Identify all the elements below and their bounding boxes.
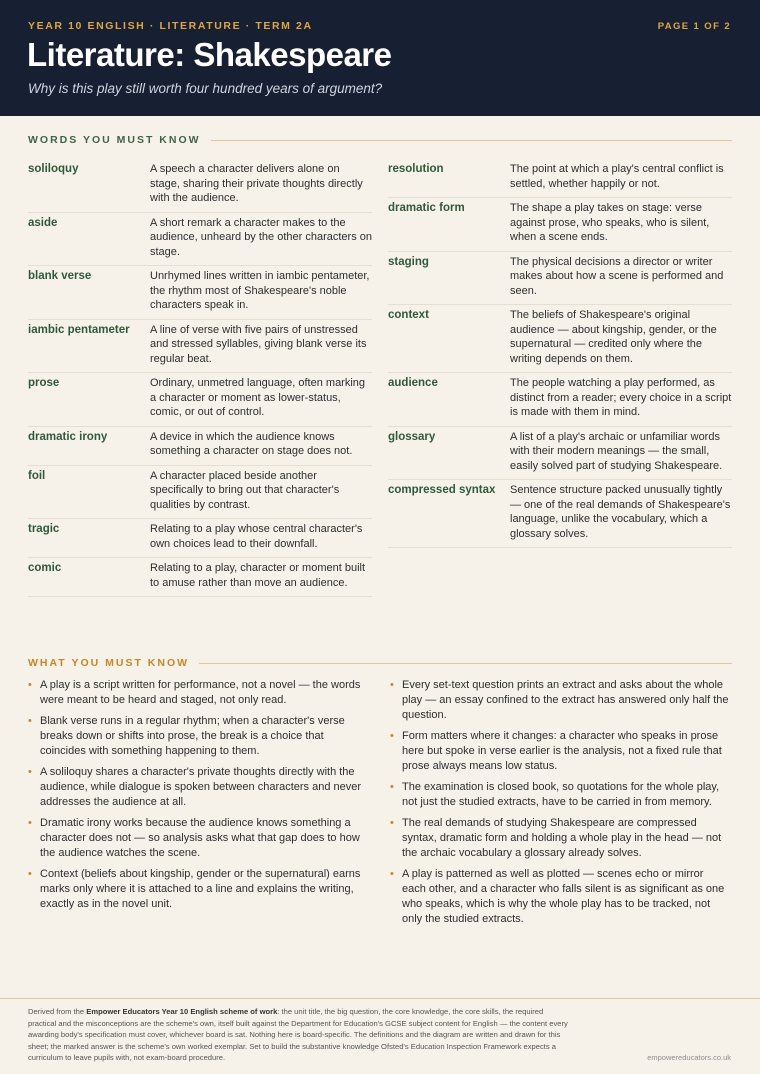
knowledge-text: Form matters where it changes: a character who speaks in prose here but spoke in verse earlier is the analysis, not a fixed rule that prose always means low status. — [402, 730, 722, 772]
bullet-icon: • — [28, 817, 32, 829]
glossary-row — [28, 159, 372, 213]
glossary-term: comic — [28, 562, 62, 574]
glossary-term: staging — [388, 255, 429, 268]
glossary-definition: Sentence structure packed unusually tightly — one of the real demands of Shakespeare's language, unlike the vocabulary, which a glossary solves. — [510, 484, 731, 540]
glossary-definition: The people watching a play performed, as distinct from a reader; every choice in a script is made with them in mind. — [510, 377, 732, 418]
knowledge-item — [390, 729, 730, 774]
glossary-row — [28, 558, 372, 597]
footer-note — [28, 1006, 570, 1064]
glossary-term: aside — [28, 216, 58, 229]
glossary-row — [28, 373, 372, 427]
glossary-term: audience — [388, 377, 438, 389]
bullet-icon: • — [390, 817, 394, 829]
knowledge-item — [28, 765, 368, 810]
page-number: PAGE 1 OF 2 — [657, 21, 731, 32]
bullet-icon: • — [28, 679, 32, 691]
knowledge-item — [390, 816, 730, 861]
knowledge-heading-rule — [199, 663, 732, 664]
glossary-term: resolution — [388, 163, 444, 175]
knowledge-item — [390, 867, 730, 927]
course-kicker: YEAR 10 ENGLISH · LITERATURE · TERM 2A — [28, 20, 313, 32]
knowledge-item — [28, 816, 368, 861]
bullet-icon: • — [390, 679, 394, 691]
glossary-term: dramatic form — [388, 202, 465, 214]
bullet-icon: • — [28, 715, 32, 727]
glossary-term: glossary — [388, 430, 436, 443]
glossary-term: foil — [28, 469, 46, 482]
footer-prefix: Derived from the — [28, 1007, 87, 1016]
glossary-heading-label: WORDS YOU MUST KNOW — [28, 134, 201, 146]
page-header — [0, 0, 760, 116]
knowledge-text: Every set-text question prints an extract and asks about the whole play — an essay confined to the extract has answered only half the question. — [402, 679, 729, 721]
glossary-row — [388, 198, 732, 252]
glossary-definition: A line of verse with five pairs of unstressed and stressed syllables, giving blank verse its regular beat. — [150, 323, 367, 365]
glossary-term: prose — [28, 377, 60, 389]
glossary-definition: The shape a play takes on stage: verse against prose, who speaks, who is silent, when a scene ends. — [510, 202, 710, 243]
footer-body: : the unit title, the big question, the core knowledge, the core skills, the required practical and the misconceptions are the scheme's own, itself built against the Department for Education's GCSE subject content for English — the content every awarding body's specification must cover, whichever board is sat. Nothing here is board-specific. The definitions and the diagram are written and drawn for this sheet; the marked answer is the scheme's own worked exemplar. Set to build the substantive knowledge Ofsted's Education Inspection Framework expects a curriculum to leave pupils with, not exam-board procedure. — [28, 1007, 568, 1063]
glossary-definition: Ordinary, unmetred language, often marking a character or moment as lower-status, comic, or out of control. — [150, 377, 366, 418]
knowledge-text: Blank verse runs in a regular rhythm; when a character's verse breaks down or shifts into prose, the break is a choice that coincides with something happening to them. — [40, 715, 345, 757]
glossary-definition: The physical decisions a director or writer makes about how a scene is performed and seen. — [510, 255, 724, 297]
glossary-definition: A short remark a character makes to the audience, unheard by the other characters on stage. — [150, 216, 372, 258]
glossary-definition: A speech a character delivers alone on stage, sharing their private thoughts directly with the audience. — [150, 163, 363, 204]
glossary-definition: The beliefs of Shakespeare's original audience — about kingship, gender, or the supernatural — credited only where the writing depends on them. — [510, 309, 717, 365]
bullet-icon: • — [390, 730, 394, 742]
bullet-icon: • — [390, 868, 394, 880]
glossary-definition: Relating to a play, character or moment built to amuse rather than move an audience. — [150, 562, 366, 589]
glossary-row — [28, 466, 372, 520]
knowledge-text: Dramatic irony works because the audience knows something a character does not — so analysis asks what that gap does to how the audience watches the scene. — [40, 817, 360, 859]
glossary-definition: A character placed beside another specifically to bring out that character's qualities by contrast. — [150, 469, 340, 511]
glossary-row — [388, 252, 732, 306]
knowledge-text: The real demands of studying Shakespeare are compressed syntax, dramatic form and holding a whole play in the head — not the archaic vocabulary a glossary already solves. — [402, 817, 722, 859]
glossary-term: soliloquy — [28, 163, 79, 175]
knowledge-text: A soliloquy shares a character's private thoughts directly with the audience, while dialogue is spoken between characters and never addresses the audience at all. — [40, 766, 362, 808]
knowledge-heading — [28, 657, 732, 669]
knowledge-heading-label: WHAT YOU MUST KNOW — [28, 657, 190, 669]
knowledge-item — [28, 867, 368, 912]
bullet-icon: • — [390, 781, 394, 793]
glossary-column-right — [388, 159, 732, 548]
knowledge-item — [28, 678, 368, 708]
knowledge-text: Context (beliefs about kingship, gender or the supernatural) earns marks only where it is attached to a line and explains the writing, exactly as in the novel unit. — [40, 868, 361, 910]
glossary-row — [388, 427, 732, 481]
footer-source: Empower Educators Year 10 English scheme of work — [86, 1007, 278, 1016]
glossary-row — [28, 427, 372, 466]
glossary-row — [28, 266, 372, 320]
glossary-row — [388, 373, 732, 427]
bullet-icon: • — [28, 766, 32, 778]
big-question: Why is this play still worth four hundred years of argument? — [28, 81, 383, 96]
knowledge-text: The examination is closed book, so quotations for the whole play, not just the studied extracts, have to be carried in from memory. — [402, 781, 720, 808]
glossary-definition: A list of a play's archaic or unfamiliar words with their modern meanings — the small, easily solved part of studying Shakespeare. — [510, 430, 723, 472]
page-title: Literature: Shakespeare — [27, 36, 392, 73]
footer-site: empowereducators.co.uk — [647, 1053, 731, 1062]
glossary-term: iambic pentameter — [28, 323, 130, 336]
glossary-heading-rule — [211, 140, 732, 141]
glossary-row — [28, 213, 372, 267]
knowledge-item — [28, 714, 368, 759]
glossary-term: blank verse — [28, 270, 92, 282]
glossary-heading — [28, 134, 732, 146]
glossary-definition: Relating to a play whose central character's own choices lead to their downfall. — [150, 523, 363, 550]
glossary-term: tragic — [28, 523, 60, 535]
glossary-term: context — [388, 309, 429, 321]
glossary-definition: Unrhymed lines written in iambic pentameter, the rhythm most of Shakespeare's noble characters speak in. — [150, 270, 370, 311]
glossary-row — [388, 159, 732, 198]
knowledge-text: A play is patterned as well as plotted — scenes echo or mirror each other, and a character who falls silent is as significant as one who speaks, which is why the whole play has to be tracked, not only the studied extracts. — [402, 868, 725, 925]
knowledge-list-left — [28, 678, 368, 918]
knowledge-item — [390, 678, 730, 723]
glossary-column-left — [28, 159, 372, 597]
footer-divider — [0, 998, 760, 999]
knowledge-list-right — [390, 678, 730, 933]
glossary-row — [388, 305, 732, 373]
glossary-row — [28, 519, 372, 558]
glossary-row — [28, 320, 372, 374]
glossary-definition: A device in which the audience knows something a character on stage does not. — [150, 430, 353, 457]
bullet-icon: • — [28, 868, 32, 880]
glossary-row — [388, 480, 732, 548]
glossary-definition: The point at which a play's central conflict is settled, whether happily or not. — [510, 163, 724, 190]
glossary-term: compressed syntax — [388, 484, 496, 496]
knowledge-text: A play is a script written for performance, not a novel — the words were meant to be heard and staged, not only read. — [40, 679, 361, 706]
glossary-term: dramatic irony — [28, 430, 108, 443]
knowledge-item — [390, 780, 730, 810]
